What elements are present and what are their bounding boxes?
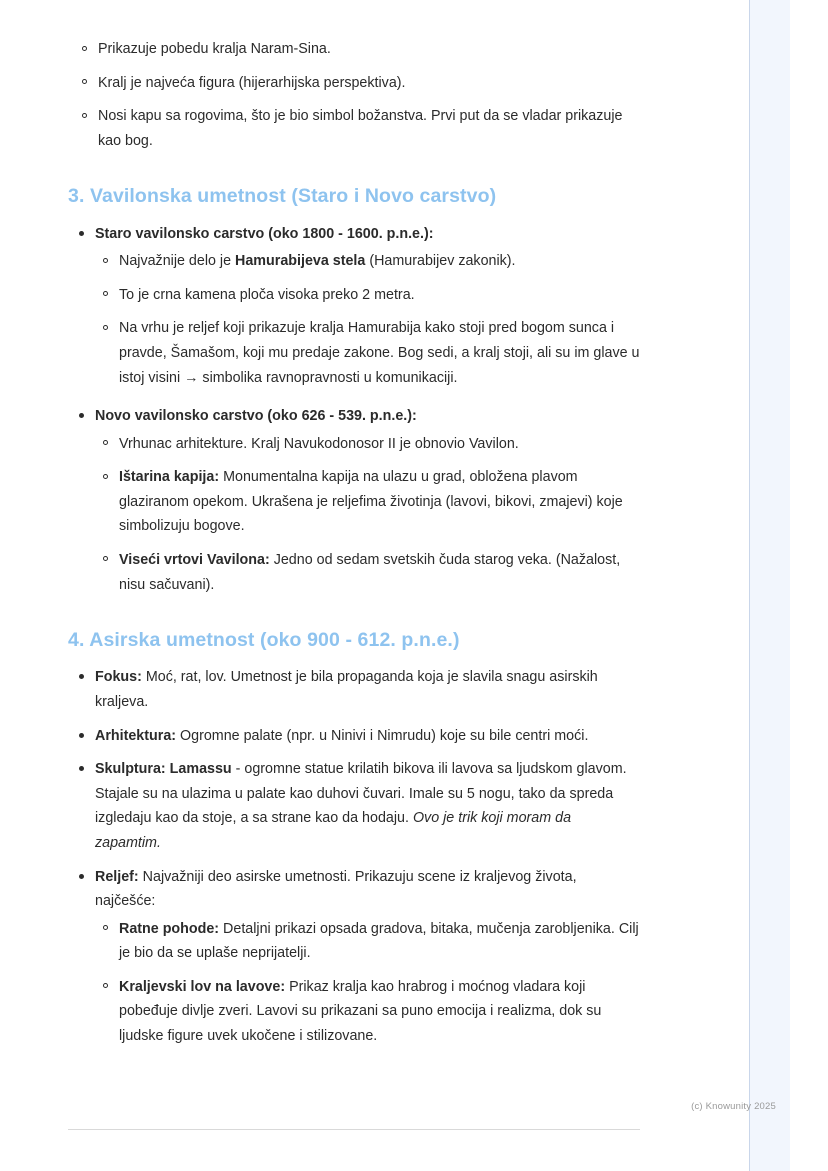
section-heading-3: 3. Vavilonska umetnost (Staro i Novo carstvo): [68, 185, 497, 208]
list-item-text: Viseći vrtovi Vavilona: Jedno od sedam svetskih čuda starog veka. (Nažalost, nisu sačuvani).: [119, 551, 621, 593]
list-item: [89, 465, 640, 539]
sub-list: [89, 432, 640, 597]
list-item-lead: Novo vavilonsko carstvo (oko 626 - 539. p.n.e.):: [95, 408, 417, 425]
footer-divider: [68, 1129, 640, 1130]
continued-list: [68, 37, 640, 153]
list-item: [68, 71, 640, 96]
list-item: [89, 917, 640, 966]
list-item: [68, 665, 640, 714]
list-item: [68, 724, 640, 749]
list-item: [89, 548, 640, 597]
list-item-text: Arhitektura: Ogromne palate (npr. u Ninivi i Nimrudu) koje su bile centri moći.: [95, 727, 589, 744]
section-3-list: [68, 222, 640, 598]
list-item: [89, 249, 640, 274]
list-item: [89, 432, 640, 457]
list-item: [68, 222, 640, 390]
list-item-text: Kraljevski lov na lavove: Prikaz kralja kao hrabrog i moćnog vladara koji pobeđuje divlje zveri. Lavovi su prikazani sa puno emocija i realizma, dok su ljudske figure uvek ukočene i stilizovane.: [119, 978, 602, 1044]
list-item-text: Skulptura: Lamassu - ogromne statue krilatih bikova ili lavova sa ljudskom glavom. Stajale su na ulazima u palate kao duhovi čuvari. Imale su 5 nogu, tako da spreda izgledaju kao da stoje, a sa strane kao da hodaju. Ovo je trik koji moram da zapamtim.: [95, 761, 627, 851]
copyright-notice: (c) Knowunity 2025: [691, 1101, 776, 1112]
list-item: [68, 757, 640, 855]
list-item-text: Kralj je najveća figura (hijerarhijska perspektiva).: [98, 74, 406, 91]
list-item: [89, 975, 640, 1049]
list-item-text: Na vrhu je reljef koji prikazuje kralja Hamurabija kako stoji pred bogom sunca i pravde, Šamašom, koji mu predaje zakone. Bog sedi, a kralj stoji, ali su im glave u istoj visini → simbolika ravnopravnosti u komunikaciji.: [119, 320, 640, 386]
list-item: [68, 37, 640, 62]
list-item-text: Prikazuje pobedu kralja Naram-Sina.: [98, 41, 331, 57]
section-heading-4: 4. Asirska umetnost (oko 900 - 612. p.n.e.): [68, 629, 460, 652]
list-item-text: Nosi kapu sa rogovima, što je bio simbol božanstva. Prvi put da se vladar prikazuje kao bog.: [98, 108, 623, 149]
list-item: [89, 316, 640, 390]
list-item: [68, 404, 640, 597]
list-item-text: Vrhunac arhitekture. Kralj Navukodonosor II je obnovio Vavilon.: [119, 435, 519, 452]
sub-list: [89, 917, 640, 1049]
list-item: [68, 865, 640, 1049]
list-item-text: To je crna kamena ploča visoka preko 2 metra.: [119, 286, 415, 303]
list-item: [68, 104, 640, 153]
list-item-text: Ištarina kapija: Monumentalna kapija na ulazu u grad, obložena plavom glaziranom opekom. Ukrašena je reljefima životinja (lavovi, bikovi, zmajevi) koje simbolizuju bogove.: [119, 469, 623, 535]
list-item-text: Fokus: Moć, rat, lov. Umetnost je bila propaganda koja je slavila snagu asirskih kraljeva.: [95, 669, 598, 711]
sub-list: [89, 249, 640, 390]
list-item-text: Najvažnije delo je Hamurabijeva stela (Hamurabijev zakonik).: [119, 253, 516, 270]
section-4-list: [68, 665, 640, 1048]
list-item-lead: Staro vavilonsko carstvo (oko 1800 - 1600. p.n.e.):: [95, 225, 434, 242]
list-item-text: Ratne pohode: Detaljni prikazi opsada gradova, bitaka, mučenja zarobljenika. Cilj je bio da se uplaše neprijatelji.: [119, 920, 639, 962]
document-content: [68, 0, 640, 1058]
list-item: [89, 283, 640, 308]
page-side-strip: [750, 0, 790, 1171]
list-item-text: Reljef: Najvažniji deo asirske umetnosti. Prikazuju scene iz kraljevog života, najčešće:: [95, 868, 577, 910]
